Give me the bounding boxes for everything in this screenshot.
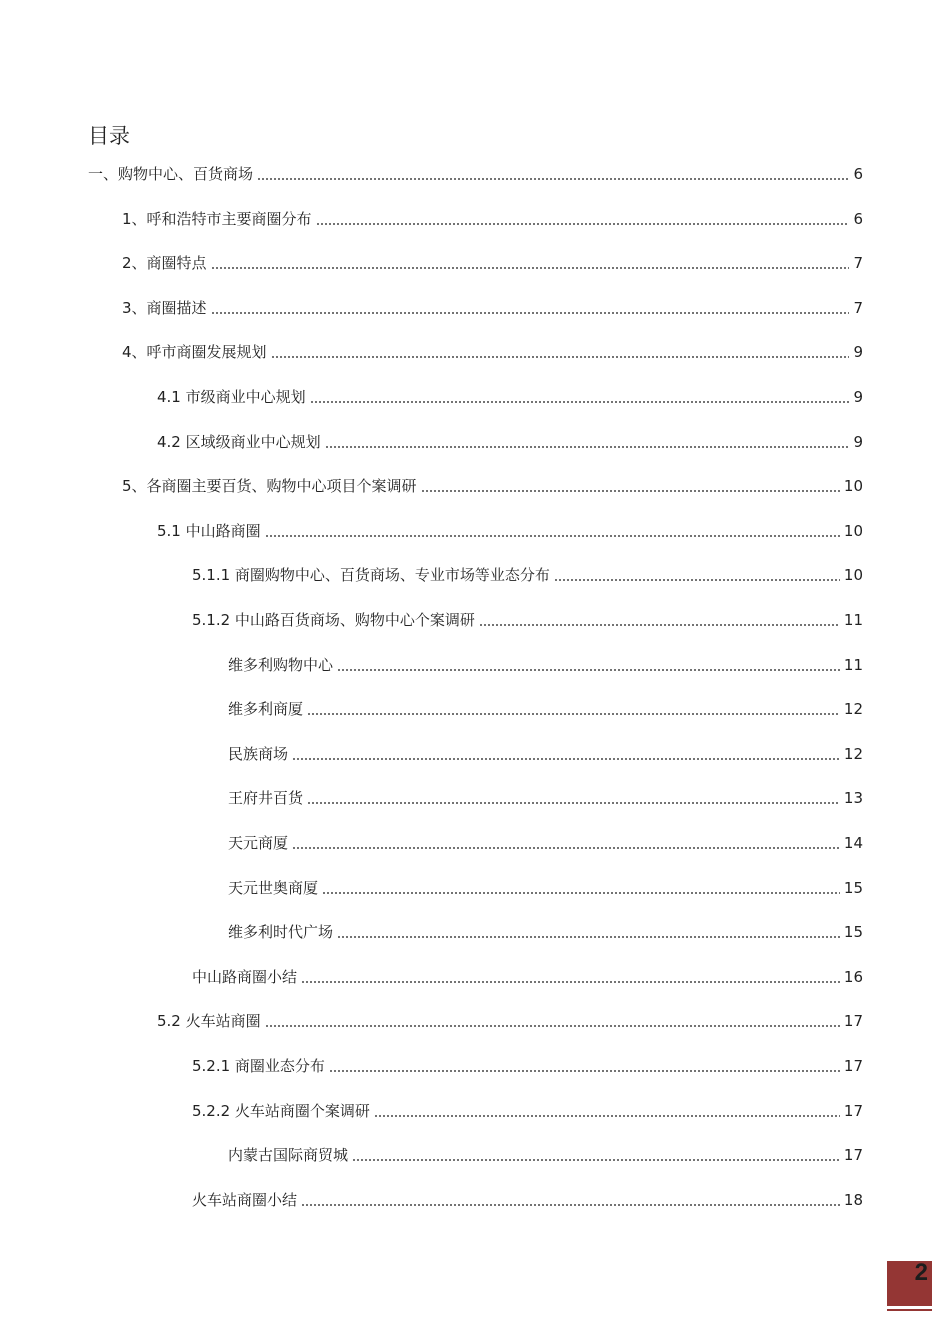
toc-dot-leader bbox=[271, 356, 850, 358]
toc-entry-label: 民族商场 bbox=[228, 744, 289, 763]
toc-entry-label: 中山路商圈小结 bbox=[192, 967, 298, 986]
toc-entry-page: 16 bbox=[843, 967, 863, 986]
toc-dot-leader bbox=[301, 981, 840, 983]
toc-dot-leader bbox=[301, 1204, 840, 1206]
toc-entry[interactable] bbox=[192, 604, 863, 630]
toc-entry[interactable] bbox=[192, 961, 863, 987]
toc-dot-leader bbox=[310, 401, 850, 403]
toc-entry-page: 10 bbox=[843, 521, 863, 540]
toc-entry-label: 王府井百货 bbox=[228, 789, 304, 808]
toc-entry[interactable] bbox=[122, 336, 863, 362]
toc-entry-label: 2、商圈特点 bbox=[122, 254, 207, 273]
toc-entry-label: 4.2 区域级商业中心规划 bbox=[157, 432, 321, 451]
toc-entry-page: 9 bbox=[853, 343, 863, 362]
toc-entry[interactable] bbox=[157, 1005, 863, 1031]
toc-title: 目录 bbox=[88, 124, 130, 148]
toc-entry-label: 5.1.1 商圈购物中心、百货商场、专业市场等业态分布 bbox=[192, 566, 550, 585]
toc-entry-page: 14 bbox=[843, 834, 863, 852]
toc-entry-page: 10 bbox=[843, 477, 863, 496]
toc-entry[interactable] bbox=[228, 872, 863, 898]
toc-entry-page: 17 bbox=[843, 1012, 863, 1031]
toc-entry[interactable] bbox=[228, 1139, 863, 1165]
toc-entry[interactable] bbox=[228, 649, 863, 675]
toc-entry[interactable] bbox=[192, 559, 863, 585]
toc-dot-leader bbox=[265, 535, 840, 537]
toc-entry[interactable] bbox=[228, 738, 863, 764]
toc-dot-leader bbox=[337, 669, 840, 671]
toc-entry[interactable] bbox=[192, 1184, 863, 1210]
toc-entry[interactable] bbox=[122, 292, 863, 318]
toc-entry-label: 5.2.2 火车站商圈个案调研 bbox=[192, 1101, 370, 1120]
toc-dot-leader bbox=[292, 847, 840, 849]
toc-entry-label: 5.1.2 中山路百货商场、购物中心个案调研 bbox=[192, 611, 475, 629]
toc-entry-label: 4.1 市级商业中心规划 bbox=[157, 388, 306, 406]
toc-dot-leader bbox=[292, 758, 840, 760]
toc-entry[interactable] bbox=[122, 247, 863, 273]
toc-entry-page: 6 bbox=[853, 209, 863, 228]
toc-entry[interactable] bbox=[122, 470, 863, 496]
toc-dot-leader bbox=[265, 1025, 840, 1027]
toc-entry[interactable] bbox=[157, 426, 863, 452]
toc-dot-leader bbox=[211, 267, 850, 269]
toc-entry-label: 4、呼市商圈发展规划 bbox=[122, 343, 267, 362]
toc-entry-label: 天元世奥商厦 bbox=[228, 878, 319, 897]
toc-entry-label: 5、各商圈主要百货、购物中心项目个案调研 bbox=[122, 477, 417, 496]
toc-entry-page: 17 bbox=[843, 1101, 863, 1120]
toc-entry[interactable] bbox=[228, 916, 863, 942]
toc-entry[interactable] bbox=[192, 1095, 863, 1121]
toc-entry-label: 维多利商厦 bbox=[228, 700, 304, 719]
toc-entry-label: 1、呼和浩特市主要商圈分布 bbox=[122, 209, 312, 228]
toc-entry-page: 12 bbox=[843, 700, 863, 719]
toc-dot-leader bbox=[374, 1115, 840, 1117]
toc-dot-leader bbox=[329, 1070, 840, 1072]
toc-entry-page: 13 bbox=[843, 789, 863, 808]
toc-entry-page: 7 bbox=[853, 298, 863, 317]
toc-entry-page: 18 bbox=[843, 1190, 863, 1209]
toc-dot-leader bbox=[554, 579, 840, 581]
toc-entry-page: 17 bbox=[843, 1146, 863, 1165]
toc-entry-label: 5.2 火车站商圈 bbox=[157, 1012, 261, 1031]
toc-dot-leader bbox=[211, 312, 850, 314]
toc-entry[interactable] bbox=[122, 203, 863, 229]
toc-entry-label: 维多利时代广场 bbox=[228, 923, 334, 942]
toc-entry-page: 9 bbox=[853, 432, 863, 451]
toc-entry-page: 12 bbox=[843, 744, 863, 763]
toc-entry-page: 6 bbox=[853, 165, 863, 183]
toc-entry-label: 一、购物中心、百货商场 bbox=[88, 165, 254, 183]
toc-entry-label: 天元商厦 bbox=[228, 834, 289, 852]
toc-entry-page: 9 bbox=[853, 388, 863, 406]
page-number: 2 bbox=[914, 1259, 928, 1286]
toc-dot-leader bbox=[307, 802, 840, 804]
toc-entry-label: 5.2.1 商圈业态分布 bbox=[192, 1057, 325, 1075]
toc-entry-page: 15 bbox=[843, 923, 863, 942]
toc-dot-leader bbox=[322, 892, 840, 894]
toc-entry[interactable] bbox=[228, 782, 863, 808]
toc-dot-leader bbox=[479, 624, 840, 626]
toc-entry-page: 15 bbox=[843, 878, 863, 897]
toc-entry-label: 内蒙古国际商贸城 bbox=[228, 1146, 349, 1165]
toc-dot-leader bbox=[307, 713, 840, 715]
toc-entry-label: 3、商圈描述 bbox=[122, 298, 207, 317]
toc-entry-page: 7 bbox=[853, 254, 863, 273]
toc-entry-label: 5.1 中山路商圈 bbox=[157, 521, 261, 540]
toc-entry-label: 火车站商圈小结 bbox=[192, 1190, 298, 1209]
toc-entry[interactable] bbox=[157, 515, 863, 541]
page-number-badge bbox=[887, 1261, 932, 1306]
toc-dot-leader bbox=[325, 446, 850, 448]
toc-entry-page: 11 bbox=[843, 655, 863, 674]
toc-dot-leader bbox=[257, 178, 849, 180]
toc-dot-leader bbox=[352, 1159, 840, 1161]
toc-dot-leader bbox=[316, 223, 850, 225]
toc-entry-page: 17 bbox=[843, 1057, 863, 1075]
toc-dot-leader bbox=[337, 936, 840, 938]
toc-entry[interactable] bbox=[228, 693, 863, 719]
toc-entry-page: 11 bbox=[843, 611, 863, 629]
toc-entry[interactable] bbox=[157, 381, 863, 407]
toc-entry[interactable] bbox=[228, 827, 863, 853]
toc-dot-leader bbox=[421, 490, 840, 492]
toc-entry-label: 维多利购物中心 bbox=[228, 655, 334, 674]
toc-entry[interactable] bbox=[88, 158, 863, 184]
toc-entry-page: 10 bbox=[843, 566, 863, 585]
page-badge-underline bbox=[887, 1309, 932, 1311]
toc-entry[interactable] bbox=[192, 1050, 863, 1076]
